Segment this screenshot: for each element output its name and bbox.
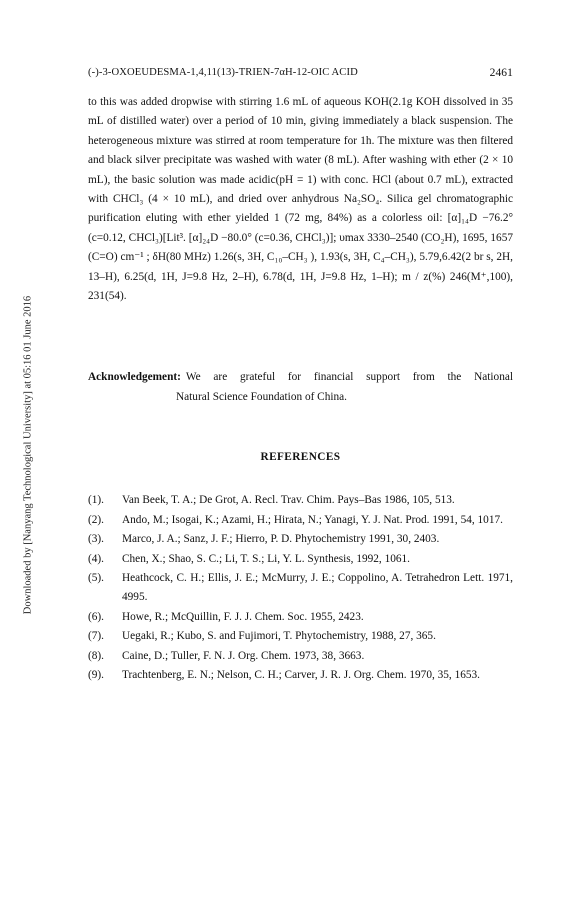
reference-number: (5).: [88, 571, 104, 584]
reference-number: (9).: [88, 668, 104, 681]
reference-text: Heathcock, C. H.; Ellis, J. E.; McMurry, J. E.; Coppolino, A. Tetrahedron Lett. 1971, 4995.: [122, 571, 513, 604]
reference-number: (3).: [88, 533, 104, 546]
paragraph-text: to this was added dropwise with stirring 1.6 mL of aqueous KOH(2.1g KOH dissolved in 35 mL of distilled water) over a period of 10 min, giving immediately a black suspension. The heterogeneous mixture was stirred at room temperature for 1h. The mixture was then filtered and black silver precipitate was washed with water (8 mL). After washing with ether (2 × 10 mL), the basic solution was made acidic(pH = 1) with conc. HCl (about 0.7 mL), extracted with CHCl₃ (4 × 10 mL), and dried over anhydrous Na₂SO₄. Silica gel chromatographic purification eluting with ether yielded 1 (72 mg, 84%) as a colorless oil: [α]₁₄D −76.2° (c=0.12, CHCl₃)[Lit³. [α]₂₄D −80.0° (c=0.36, CHCl₃)]; υmax 3330–2540 (CO₂H), 1695, 1657 (C=O) cm⁻¹ ; δH(80 MHz) 1.26(s, 3H, C₁₀–CH₃ ), 1.93(s, 3H, C₄–CH₃), 5.79,6.42(2 br s, 2H, 13–H), 6.25(d, 1H, J=9.8 Hz, 2–H), 6.78(d, 1H, J=9.8 Hz, 1–H); m / z(%) 246(M⁺,100), 231(54).: [88, 96, 513, 303]
reference-text: Van Beek, T. A.; De Grot, A. Recl. Trav. Chim. Pays–Bas 1986, 105, 513.: [122, 494, 455, 507]
journal-page: [88, 67, 513, 685]
reference-number: (7).: [88, 630, 104, 643]
reference-number: (4).: [88, 552, 104, 565]
acknowledgement-section: [88, 368, 513, 407]
reference-text: Trachtenberg, E. N.; Nelson, C. H.; Carver, J. R. J. Org. Chem. 1970, 35, 1653.: [122, 668, 480, 681]
reference-item: [88, 550, 513, 569]
page-number: 2461: [489, 67, 513, 79]
references-list: [88, 491, 513, 685]
reference-item: [88, 491, 513, 510]
reference-text: Ando, M.; Isogai, K.; Azami, H.; Hirata, N.; Yanagi, Y. J. Nat. Prod. 1991, 54, 1017.: [122, 513, 503, 526]
reference-item: [88, 608, 513, 627]
reference-text: Uegaki, R.; Kubo, S. and Fujimori, T. Phytochemistry, 1988, 27, 365.: [122, 630, 436, 643]
reference-text: Caine, D.; Tuller, F. N. J. Org. Chem. 1973, 38, 3663.: [122, 649, 365, 662]
reference-text: Chen, X.; Shao, S. C.; Li, T. S.; Li, Y. L. Synthesis, 1992, 1061.: [122, 552, 410, 565]
acknowledgement-label: Acknowledgement:: [88, 371, 181, 384]
reference-item: [88, 627, 513, 646]
running-title: (-)-3-OXOEUDESMA-1,4,11(13)-TRIEN-7αH-12-OIC ACID: [88, 67, 358, 78]
experimental-paragraph: [88, 93, 513, 306]
reference-number: (2).: [88, 513, 104, 526]
reference-item: [88, 530, 513, 549]
reference-number: (6).: [88, 610, 104, 623]
running-header: [88, 67, 513, 79]
reference-item: [88, 569, 513, 608]
reference-text: Howe, R.; McQuillin, F. J. J. Chem. Soc. 1955, 2423.: [122, 610, 364, 623]
reference-item: [88, 511, 513, 530]
reference-number: (1).: [88, 494, 104, 507]
acknowledgement-line-2: Natural Science Foundation of China.: [176, 390, 347, 403]
reference-item: [88, 647, 513, 666]
download-watermark: [16, 0, 40, 911]
download-watermark-text: Downloaded by [Nanyang Technological University] at 05:16 01 June 2016: [22, 295, 34, 615]
references-heading: REFERENCES: [260, 451, 341, 464]
reference-text: Marco, J. A.; Sanz, J. F.; Hierro, P. D. Phytochemistry 1991, 30, 2403.: [122, 533, 440, 546]
reference-item: [88, 666, 513, 685]
reference-number: (8).: [88, 649, 104, 662]
acknowledgement-line-1: We are grateful for financial support from the National: [185, 371, 513, 384]
